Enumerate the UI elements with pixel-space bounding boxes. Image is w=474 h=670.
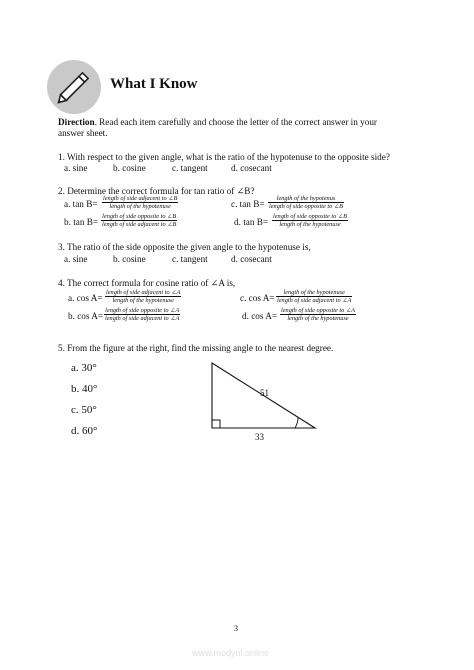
q4-choice-b-prefix: b. cos A= [68, 311, 104, 321]
q4-choice-a-prefix: a. cos A= [68, 293, 103, 303]
q4-choice-b-fraction [104, 307, 180, 322]
q2-choice-b-prefix: b. tan B= [64, 217, 99, 227]
q4-choice-d-denominator: length of the hypotenuse [287, 315, 349, 322]
pencil-icon-badge [47, 60, 101, 114]
q4-choice-a-denominator: length of the hypotenuse [112, 297, 174, 304]
q4-choice-c-numerator: length of the hypotenuse [276, 289, 352, 297]
q2-choice-d-numerator: length of side opposite to ∠B [273, 213, 348, 220]
q4-choice-b-numerator: length of side opposite to ∠A [105, 307, 180, 314]
q2-choice-c-prefix: c. tan B= [231, 199, 265, 209]
q2-choice-a-fraction [102, 195, 178, 210]
q1-choice-b: b. cosine [113, 163, 146, 173]
right-triangle-figure [200, 355, 330, 445]
q2-choice-b-numerator: length of side opposite to ∠B [102, 213, 177, 220]
q2-choice-c-denominator: length of side opposite to ∠B [269, 203, 344, 210]
q5-choice-a: a. 30° [71, 362, 97, 374]
angle-arc-marker [295, 417, 298, 428]
q4-choice-c-denominator: length of side adjacent to ∠A [277, 297, 352, 304]
base-label: 33 [255, 432, 264, 442]
pencil-icon [47, 60, 101, 114]
q2-choice-b-fraction [101, 213, 177, 228]
q5-choice-c: c. 50° [71, 404, 97, 416]
q4-choice-b-denominator: length of side adjacent to ∠A [105, 315, 180, 322]
question-4: 4. The correct formula for cosine ratio of ∠A is, [58, 278, 236, 288]
q3-choice-c: c. tangent [172, 254, 208, 264]
q4-choice-c-fraction [276, 289, 352, 304]
direction-label: Direction [58, 117, 95, 127]
q4-choice-d-prefix: d. cos A= [242, 311, 278, 321]
q1-choice-d: d. cosecant [231, 163, 272, 173]
q2-choice-d-prefix: d. tan B= [234, 217, 269, 227]
q2-choice-a-prefix: a. tan B= [64, 199, 98, 209]
q4-choice-c-prefix: c. cos A= [240, 293, 275, 303]
question-3: 3. The ratio of the side opposite the given angle to the hypotenuse is, [58, 242, 311, 252]
question-2: 2. Determine the correct formula for tan ratio of ∠B? [58, 186, 255, 196]
page-title: What I Know [110, 76, 198, 92]
q1-choice-c: c. tangent [172, 163, 208, 173]
right-angle-marker [212, 420, 220, 428]
hypotenuse-label: 51 [260, 388, 269, 398]
direction-text-cont: answer sheet. [58, 128, 108, 138]
q3-choice-b: b. cosine [113, 254, 146, 264]
q2-choice-c-numerator: length of the hypotenus [268, 195, 344, 203]
q1-choice-a: a. sine [64, 163, 88, 173]
q4-choice-d-fraction [280, 307, 356, 322]
q2-choice-b-denominator: length of side adjacent to ∠B [102, 221, 177, 228]
q2-choice-d-denominator: length of the hypotenuse [279, 221, 341, 228]
direction-line [58, 117, 377, 128]
q5-choice-b: b. 40° [71, 383, 98, 395]
page-number: 3 [234, 624, 238, 633]
question-5: 5. From the figure at the right, find the missing angle to the nearest degree. [58, 343, 334, 353]
q2-choice-d-fraction [272, 213, 348, 228]
direction-text: . Read each item carefully and choose the letter of the correct answer in your [94, 117, 377, 127]
q3-choice-d: d. cosecant [231, 254, 272, 264]
question-1: 1. With respect to the given angle, what is the ratio of the hypotenuse to the opposite side? [58, 152, 390, 162]
watermark: www.modyul.online [192, 648, 270, 658]
q5-choice-d: d. 60° [71, 425, 98, 437]
q4-choice-a-fraction [105, 289, 181, 304]
q4-choice-d-numerator: length of side opposite to ∠A [281, 307, 356, 314]
q2-choice-c-fraction [268, 195, 344, 210]
q2-choice-a-denominator: length of the hypotenuse [109, 203, 171, 210]
q4-choice-a-numerator: length of side adjacent to ∠A [106, 289, 181, 296]
q3-choice-a: a. sine [64, 254, 88, 264]
q2-choice-a-numerator: length of side adjacent to ∠B [103, 195, 178, 202]
